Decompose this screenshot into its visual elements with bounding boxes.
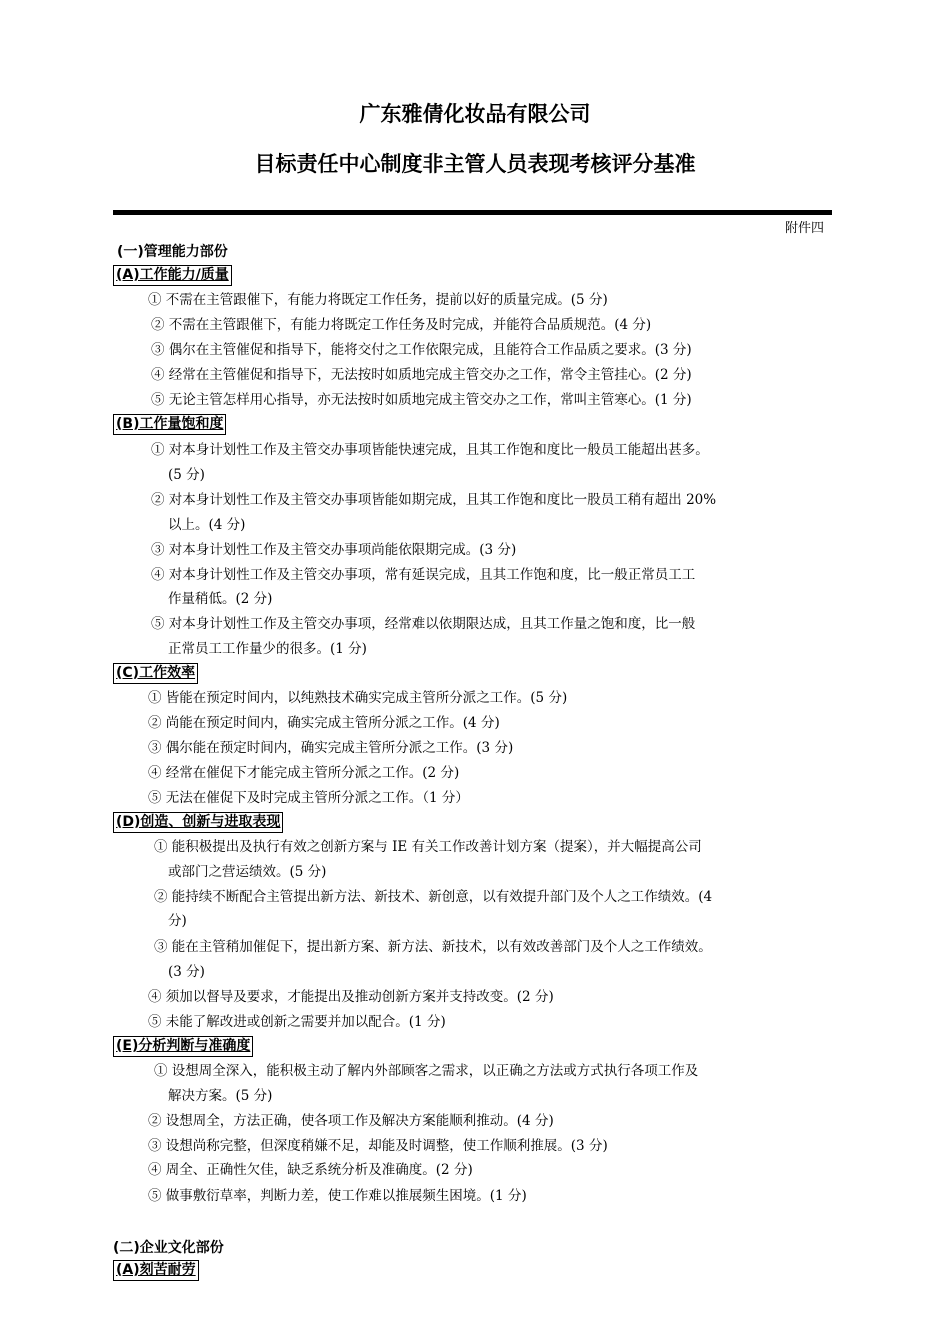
company-name: 广东雅倩化妆品有限公司: [359, 102, 591, 126]
criterion-item: ③ 设想尚称完整，但深度稍嫌不足，却能及时调整，使工作顺利推展。(3 分): [148, 1138, 608, 1154]
criterion-item: ① 对本身计划性工作及主管交办事项皆能快速完成，且其工作饱和度比一般员工能超出甚多。: [151, 442, 709, 458]
criterion-item: ④ 经常在主管催促和指导下，无法按时如质地完成主管交办之工作，常令主管挂心。(2 分): [151, 367, 692, 383]
section-heading-a-culture: (A)刻苦耐劳: [113, 1260, 199, 1281]
section-heading-b: (B)工作量饱和度: [113, 414, 226, 435]
criterion-item: ② 设想周全，方法正确，使各项工作及解决方案能顺利推动。(4 分): [148, 1113, 554, 1129]
criterion-item: ② 不需在主管跟催下，有能力将既定工作任务及时完成，并能符合品质规范。(4 分): [151, 317, 652, 333]
criterion-item: ④ 须加以督导及要求，才能提出及推动创新方案并支持改变。(2 分): [148, 989, 554, 1005]
criterion-continuation: 以上。(4 分): [168, 517, 246, 533]
section-heading-d: (D)创造、创新与进取表现: [113, 812, 283, 833]
criterion-item: ③ 偶尔能在预定时间内，确实完成主管所分派之工作。(3 分): [148, 740, 514, 756]
criterion-item: ① 不需在主管跟催下，有能力将既定工作任务，提前以好的质量完成。(5 分): [148, 292, 608, 308]
criterion-continuation: 正常员工工作量少的很多。(1 分): [168, 641, 367, 657]
criterion-item: ④ 周全、正确性欠佳，缺乏系统分析及准确度。(2 分): [148, 1162, 473, 1178]
part-heading-culture: (二)企业文化部份: [113, 1240, 224, 1256]
criterion-continuation: 分): [168, 913, 187, 929]
criterion-item: ② 对本身计划性工作及主管交办事项皆能如期完成，且其工作饱和度比一股员工稍有超出 20%: [151, 492, 717, 508]
criterion-item: ① 设想周全深入，能积极主动了解内外部顾客之需求，以正确之方法或方式执行各项工作及: [154, 1063, 699, 1079]
criterion-continuation: (3 分): [168, 964, 205, 980]
criterion-item: ⑤ 无论主管怎样用心指导，亦无法按时如质地完成主管交办之工作，常叫主管寒心。(1 分): [151, 392, 692, 408]
section-heading-e: (E)分析判断与准确度: [113, 1036, 253, 1057]
criterion-item: ① 皆能在预定时间内，以纯熟技术确实完成主管所分派之工作。(5 分): [148, 690, 568, 706]
criterion-continuation: (5 分): [168, 467, 205, 483]
criterion-item: ⑤ 对本身计划性工作及主管交办事项，经常难以依期限达成，且其工作量之饱和度，比一般: [151, 616, 696, 632]
criterion-item: ⑤ 未能了解改进或创新之需要并加以配合。(1 分): [148, 1014, 446, 1030]
criterion-item: ① 能积极提出及执行有效之创新方案与 IE 有关工作改善计划方案（提案），并大幅提高公司: [154, 839, 702, 855]
criterion-continuation: 解决方案。(5 分): [168, 1088, 273, 1104]
criterion-item: ⑤ 无法在催促下及时完成主管所分派之工作。（1 分）: [148, 790, 469, 806]
criterion-item: ③ 对本身计划性工作及主管交办事项尚能依限期完成。(3 分): [151, 542, 517, 558]
criterion-continuation: 作量稍低。(2 分): [168, 591, 273, 607]
criterion-continuation: 或部门之营运绩效。(5 分): [168, 864, 327, 880]
criterion-item: ④ 对本身计划性工作及主管交办事项，常有延误完成，且其工作饱和度，比一般正常员工工: [151, 567, 696, 583]
title-rule: [113, 210, 832, 215]
criterion-item: ③ 偶尔在主管催促和指导下，能将交付之工作依限完成，且能符合工作品质之要求。(3 分): [151, 342, 692, 358]
document-title: 目标责任中心制度非主管人员表现考核评分基准: [254, 152, 696, 176]
part-heading-management: (一)管理能力部份: [117, 244, 228, 260]
criterion-item: ② 能持续不断配合主管提出新方法、新技术、新创意，以有效提升部门及个人之工作绩效。(4: [154, 889, 713, 905]
section-heading-c: (C)工作效率: [113, 663, 198, 684]
annex-label: 附件四: [784, 221, 824, 236]
section-heading-a: (A)工作能力/质量: [113, 265, 232, 286]
criterion-item: ④ 经常在催促下才能完成主管所分派之工作。(2 分): [148, 765, 460, 781]
criterion-item: ② 尚能在预定时间内，确实完成主管所分派之工作。(4 分): [148, 715, 500, 731]
criterion-item: ③ 能在主管稍加催促下，提出新方案、新方法、新技术，以有效改善部门及个人之工作绩效。: [154, 939, 712, 955]
criterion-item: ⑤ 做事敷衍草率，判断力差，使工作难以推展频生困境。(1 分): [148, 1188, 527, 1204]
